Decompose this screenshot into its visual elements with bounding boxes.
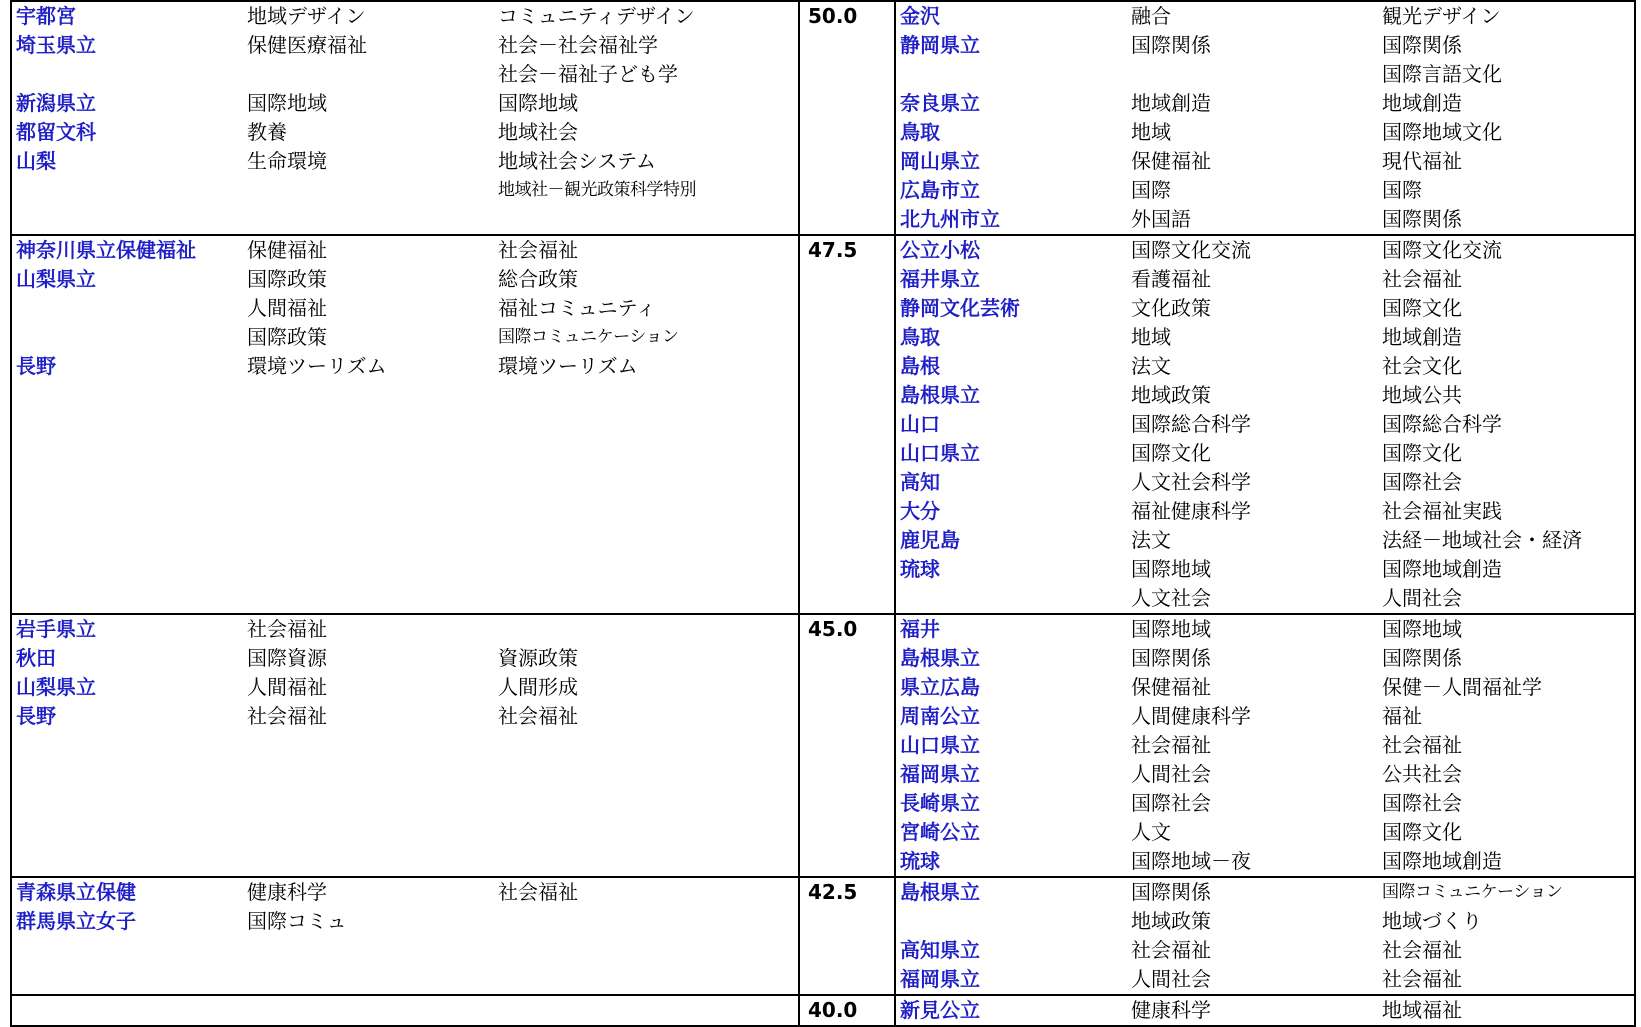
- score-cell: [799, 847, 895, 877]
- right-faculty-cell: 健康科学: [1127, 995, 1378, 1026]
- left-faculty-cell: 生命環境: [247, 149, 327, 173]
- left-faculty-cell: 人間福祉: [247, 675, 327, 699]
- right-department-cell: 地域づくり: [1378, 907, 1635, 936]
- right-department-cell: 社会福祉: [1378, 731, 1635, 760]
- table-row: [11, 584, 1635, 614]
- right-department-cell: 社会福祉実践: [1378, 497, 1635, 526]
- right-university-cell: 高知: [895, 468, 1127, 497]
- left-university-cell: [11, 381, 243, 410]
- score-cell: [799, 381, 895, 410]
- left-faculty-cell: [243, 965, 494, 995]
- right-faculty-cell: 地域政策: [1131, 909, 1211, 933]
- left-department-cell: [494, 381, 799, 410]
- table-row: [11, 731, 1635, 760]
- table-row: [11, 323, 1635, 352]
- table-body: [11, 1, 1635, 1026]
- table-row: [11, 614, 1635, 644]
- table-row: [11, 995, 1635, 1026]
- right-university-cell: 島根県立: [895, 877, 1127, 907]
- table-row: [11, 352, 1635, 381]
- right-faculty-cell: 国際社会: [1131, 791, 1211, 815]
- right-department-cell: 社会福祉: [1378, 265, 1635, 294]
- left-university-cell: [11, 936, 243, 965]
- left-university-cell: [11, 497, 243, 526]
- right-faculty-cell: 人間社会: [1131, 967, 1211, 991]
- right-department-cell: 国際関係: [1378, 644, 1635, 673]
- right-department-cell: 保健－人間福祉学: [1378, 673, 1635, 702]
- left-department-cell: 福祉コミュニティ: [498, 296, 656, 320]
- left-faculty-cell: [243, 205, 494, 235]
- left-faculty-cell: 国際資源: [247, 646, 327, 670]
- score-cell: [799, 31, 895, 60]
- right-university-cell: 宮崎公立: [895, 818, 1127, 847]
- right-university-cell: [895, 60, 1127, 89]
- right-university-cell: 山口県立: [895, 439, 1127, 468]
- left-university-cell: [11, 995, 243, 1026]
- left-department-cell: 資源政策: [498, 646, 578, 670]
- left-university-cell: 岩手県立: [11, 614, 243, 644]
- right-university-cell: 広島市立: [895, 176, 1127, 205]
- left-department-cell: [494, 965, 799, 995]
- right-faculty-cell: 法文: [1131, 528, 1171, 552]
- right-faculty-cell: 国際総合科学: [1131, 412, 1251, 436]
- right-department-cell: 国際文化: [1378, 439, 1635, 468]
- left-university-cell: [11, 176, 243, 205]
- left-university-cell: 宇都宮: [11, 1, 243, 31]
- right-faculty-cell: 国際地域: [1131, 557, 1211, 581]
- score-cell: [799, 760, 895, 789]
- left-department-cell: [494, 526, 799, 555]
- right-department-cell: 国際地域創造: [1378, 847, 1635, 877]
- right-department-cell: 国際社会: [1378, 789, 1635, 818]
- right-department-cell: 社会文化: [1378, 352, 1635, 381]
- right-faculty-cell: 国際地域－夜: [1131, 849, 1251, 873]
- right-university-cell: 鳥取: [895, 323, 1127, 352]
- right-faculty-cell: 看護福祉: [1131, 267, 1211, 291]
- right-university-cell: 長崎県立: [895, 789, 1127, 818]
- right-university-cell: 周南公立: [895, 702, 1127, 731]
- table-row: [11, 89, 1635, 118]
- score-cell: [799, 584, 895, 614]
- right-department-cell: 国際地域文化: [1378, 118, 1635, 147]
- right-faculty-cell: 保健福祉: [1131, 149, 1211, 173]
- left-faculty-cell: 保健医療福祉: [247, 33, 367, 57]
- table-row: [11, 147, 1635, 176]
- right-department-cell: 国際総合科学: [1378, 410, 1635, 439]
- left-department-cell: [494, 410, 799, 439]
- table-row: [11, 847, 1635, 877]
- score-cell: [799, 60, 895, 89]
- left-department-cell: [494, 789, 799, 818]
- right-department-cell: 国際文化: [1378, 294, 1635, 323]
- left-department-cell: 人間形成: [498, 675, 578, 699]
- right-university-cell: 山口県立: [895, 731, 1127, 760]
- table-row: [11, 702, 1635, 731]
- left-department-cell: [494, 936, 799, 965]
- left-faculty-cell: [243, 381, 494, 410]
- right-faculty-cell: 福祉健康科学: [1131, 499, 1251, 523]
- left-department-cell: [494, 468, 799, 497]
- left-department-cell: 国際地域: [498, 91, 578, 115]
- left-faculty-cell: 国際政策: [247, 267, 327, 291]
- left-faculty-cell: [243, 731, 494, 760]
- left-department-cell: 国際コミュニケーション: [498, 327, 679, 347]
- score-cell: [799, 731, 895, 760]
- left-faculty-cell: 国際コミュ: [247, 909, 347, 933]
- right-department-cell: 国際関係: [1378, 31, 1635, 60]
- left-department-cell: [494, 907, 799, 936]
- right-faculty-cell: 文化政策: [1131, 296, 1211, 320]
- score-cell: [799, 526, 895, 555]
- left-faculty-cell: [243, 468, 494, 497]
- left-department-cell: 社会福祉: [494, 877, 799, 907]
- right-department-cell: 福祉: [1378, 702, 1635, 731]
- score-cell: [799, 936, 895, 965]
- left-department-cell: [494, 205, 799, 235]
- score-cell: [799, 410, 895, 439]
- left-university-cell: 新潟県立: [11, 89, 243, 118]
- right-faculty-cell: 地域政策: [1131, 383, 1211, 407]
- left-university-cell: 秋田: [11, 644, 243, 673]
- left-department-cell: [494, 439, 799, 468]
- left-department-cell: 環境ツーリズム: [498, 354, 638, 378]
- left-university-cell: 埼玉県立: [11, 31, 243, 60]
- left-faculty-cell: [243, 995, 494, 1026]
- right-faculty-cell: 社会福祉: [1131, 733, 1211, 757]
- right-university-cell: 福岡県立: [895, 760, 1127, 789]
- left-faculty-cell: [243, 60, 494, 89]
- right-faculty-cell: 国際関係: [1131, 646, 1211, 670]
- score-table-sheet: [10, 0, 1634, 1027]
- score-cell: 42.5: [799, 877, 895, 907]
- right-faculty-cell: 国際関係: [1127, 877, 1378, 907]
- left-department-cell: [494, 818, 799, 847]
- table-row: [11, 410, 1635, 439]
- score-cell: [799, 497, 895, 526]
- right-faculty-cell: [1127, 60, 1378, 89]
- right-faculty-cell: 人文社会: [1131, 586, 1211, 610]
- table-row: [11, 818, 1635, 847]
- left-university-cell: [11, 526, 243, 555]
- right-department-cell: 社会福祉: [1378, 936, 1635, 965]
- score-cell: 50.0: [799, 1, 895, 31]
- table-row: [11, 118, 1635, 147]
- right-department-cell: 地域創造: [1378, 323, 1635, 352]
- right-faculty-cell: 保健福祉: [1131, 675, 1211, 699]
- left-university-cell: [11, 760, 243, 789]
- left-department-cell: [494, 995, 799, 1026]
- left-university-cell: 群馬県立女子: [11, 907, 243, 936]
- right-university-cell: 金沢: [895, 1, 1127, 31]
- left-university-cell: [11, 731, 243, 760]
- score-cell: [799, 439, 895, 468]
- right-university-cell: 高知県立: [895, 936, 1127, 965]
- left-faculty-cell: [243, 584, 494, 614]
- score-cell: [799, 89, 895, 118]
- left-faculty-cell: [243, 789, 494, 818]
- right-university-cell: 島根県立: [895, 381, 1127, 410]
- right-faculty-cell: 地域創造: [1131, 91, 1211, 115]
- score-cell: [799, 352, 895, 381]
- right-university-cell: 静岡文化芸術: [895, 294, 1127, 323]
- left-university-cell: [11, 818, 243, 847]
- right-department-cell: 国際コミュニケーション: [1378, 877, 1635, 907]
- score-cell: [799, 147, 895, 176]
- left-university-cell: [11, 965, 243, 995]
- left-department-cell: コミュニティデザイン: [494, 1, 799, 31]
- right-university-cell: 島根県立: [895, 644, 1127, 673]
- left-faculty-cell: [243, 497, 494, 526]
- left-department-cell: [494, 731, 799, 760]
- left-faculty-cell: 教養: [247, 120, 287, 144]
- table-row: [11, 176, 1635, 205]
- score-cell: [799, 965, 895, 995]
- left-faculty-cell: [243, 818, 494, 847]
- table-row: [11, 31, 1635, 60]
- score-cell: [799, 644, 895, 673]
- left-department-cell: [494, 760, 799, 789]
- left-university-cell: 都留文科: [11, 118, 243, 147]
- left-faculty-cell: [243, 760, 494, 789]
- left-department-cell: [494, 497, 799, 526]
- left-faculty-cell: 地域デザイン: [243, 1, 494, 31]
- right-department-cell: 国際: [1378, 176, 1635, 205]
- table-row: [11, 265, 1635, 294]
- left-university-cell: [11, 294, 243, 323]
- right-university-cell: 新見公立: [895, 995, 1127, 1026]
- left-university-cell: 山梨: [11, 147, 243, 176]
- table-row: [11, 235, 1635, 265]
- right-department-cell: 国際文化: [1378, 818, 1635, 847]
- university-score-table: [10, 0, 1636, 1027]
- right-university-cell: 福岡県立: [895, 965, 1127, 995]
- right-university-cell: 島根: [895, 352, 1127, 381]
- right-department-cell: 国際地域創造: [1378, 555, 1635, 584]
- left-department-cell: 地域社－観光政策科学特別: [498, 180, 696, 200]
- left-faculty-cell: 人間福祉: [247, 296, 327, 320]
- left-faculty-cell: [243, 176, 494, 205]
- left-department-cell: [494, 614, 799, 644]
- right-department-cell: 法経－地域社会・経済: [1378, 526, 1635, 555]
- score-cell: [799, 789, 895, 818]
- right-department-cell: 社会福祉: [1378, 965, 1635, 995]
- right-faculty-cell: 人文: [1131, 820, 1171, 844]
- right-university-cell: 静岡県立: [895, 31, 1127, 60]
- left-university-cell: [11, 410, 243, 439]
- right-department-cell: 地域公共: [1378, 381, 1635, 410]
- left-university-cell: 長野: [11, 702, 243, 731]
- table-row: [11, 907, 1635, 936]
- right-faculty-cell: 国際: [1131, 178, 1171, 202]
- right-faculty-cell: 地域: [1131, 120, 1171, 144]
- right-faculty-cell: 地域: [1131, 325, 1171, 349]
- score-cell: 47.5: [799, 235, 895, 265]
- right-university-cell: [895, 907, 1127, 936]
- right-faculty-cell: 人間社会: [1131, 762, 1211, 786]
- left-department-cell: 地域社会: [498, 120, 578, 144]
- left-faculty-cell: 国際政策: [247, 325, 327, 349]
- right-faculty-cell: 外国語: [1131, 207, 1191, 231]
- left-university-cell: [11, 439, 243, 468]
- table-row: [11, 205, 1635, 235]
- left-faculty-cell: [243, 410, 494, 439]
- left-department-cell: 社会－福祉子ども学: [498, 62, 678, 86]
- right-department-cell: 地域創造: [1378, 89, 1635, 118]
- score-cell: [799, 323, 895, 352]
- right-faculty-cell: 人文社会科学: [1131, 470, 1251, 494]
- score-cell: [799, 818, 895, 847]
- left-faculty-cell: [243, 526, 494, 555]
- score-cell: [799, 176, 895, 205]
- right-department-cell: 現代福祉: [1378, 147, 1635, 176]
- left-university-cell: [11, 789, 243, 818]
- right-university-cell: 山口: [895, 410, 1127, 439]
- left-faculty-cell: [243, 439, 494, 468]
- left-university-cell: 山梨県立: [11, 673, 243, 702]
- left-faculty-cell: 社会福祉: [247, 704, 327, 728]
- right-department-cell: 国際言語文化: [1378, 60, 1635, 89]
- left-department-cell: 社会－社会福祉学: [498, 33, 658, 57]
- left-university-cell: [11, 60, 243, 89]
- left-faculty-cell: 国際地域: [247, 91, 327, 115]
- left-faculty-cell: 社会福祉: [243, 614, 494, 644]
- table-row: [11, 439, 1635, 468]
- left-university-cell: [11, 555, 243, 584]
- left-faculty-cell: [243, 847, 494, 877]
- right-department-cell: 人間社会: [1378, 584, 1635, 614]
- right-faculty-cell: 国際関係: [1131, 33, 1211, 57]
- right-university-cell: 福井県立: [895, 265, 1127, 294]
- table-row: [11, 789, 1635, 818]
- score-cell: 45.0: [799, 614, 895, 644]
- left-department-cell: [494, 555, 799, 584]
- table-row: [11, 877, 1635, 907]
- table-row: [11, 555, 1635, 584]
- left-department-cell: 社会福祉: [494, 235, 799, 265]
- right-faculty-cell: 国際文化交流: [1127, 235, 1378, 265]
- score-cell: [799, 294, 895, 323]
- right-department-cell: 国際関係: [1378, 205, 1635, 235]
- right-department-cell: 観光デザイン: [1378, 1, 1635, 31]
- right-faculty-cell: 法文: [1131, 354, 1171, 378]
- score-cell: 40.0: [799, 995, 895, 1026]
- left-faculty-cell: [243, 555, 494, 584]
- table-row: [11, 381, 1635, 410]
- table-row: [11, 294, 1635, 323]
- right-faculty-cell: 融合: [1127, 1, 1378, 31]
- left-department-cell: 総合政策: [498, 267, 578, 291]
- right-university-cell: 県立広島: [895, 673, 1127, 702]
- right-university-cell: 鳥取: [895, 118, 1127, 147]
- left-university-cell: 神奈川県立保健福祉: [11, 235, 243, 265]
- left-university-cell: [11, 468, 243, 497]
- right-university-cell: 岡山県立: [895, 147, 1127, 176]
- score-cell: [799, 205, 895, 235]
- right-department-cell: 公共社会: [1378, 760, 1635, 789]
- table-row: [11, 936, 1635, 965]
- right-faculty-cell: 国際文化: [1131, 441, 1211, 465]
- right-university-cell: 琉球: [895, 555, 1127, 584]
- right-university-cell: 公立小松: [895, 235, 1127, 265]
- left-department-cell: [494, 584, 799, 614]
- right-faculty-cell: 社会福祉: [1131, 938, 1211, 962]
- score-cell: [799, 907, 895, 936]
- table-row: [11, 644, 1635, 673]
- left-faculty-cell: 保健福祉: [243, 235, 494, 265]
- right-university-cell: 大分: [895, 497, 1127, 526]
- table-row: [11, 673, 1635, 702]
- left-faculty-cell: [243, 936, 494, 965]
- right-university-cell: 福井: [895, 614, 1127, 644]
- left-university-cell: [11, 205, 243, 235]
- right-faculty-cell: 国際地域: [1127, 614, 1378, 644]
- table-row: [11, 468, 1635, 497]
- score-cell: [799, 555, 895, 584]
- left-university-cell: 山梨県立: [11, 265, 243, 294]
- left-university-cell: [11, 323, 243, 352]
- right-university-cell: 琉球: [895, 847, 1127, 877]
- score-cell: [799, 265, 895, 294]
- left-faculty-cell: 健康科学: [243, 877, 494, 907]
- left-university-cell: [11, 584, 243, 614]
- score-cell: [799, 673, 895, 702]
- table-row: [11, 965, 1635, 995]
- right-university-cell: 鹿児島: [895, 526, 1127, 555]
- score-cell: [799, 702, 895, 731]
- right-department-cell: 国際社会: [1378, 468, 1635, 497]
- table-row: [11, 497, 1635, 526]
- table-row: [11, 526, 1635, 555]
- left-university-cell: [11, 847, 243, 877]
- left-university-cell: 青森県立保健: [11, 877, 243, 907]
- right-department-cell: 国際地域: [1378, 614, 1635, 644]
- table-row: [11, 60, 1635, 89]
- right-university-cell: 奈良県立: [895, 89, 1127, 118]
- score-cell: [799, 118, 895, 147]
- right-department-cell: 国際文化交流: [1378, 235, 1635, 265]
- score-cell: [799, 468, 895, 497]
- right-university-cell: 北九州市立: [895, 205, 1127, 235]
- right-faculty-cell: 人間健康科学: [1131, 704, 1251, 728]
- right-department-cell: 地域福祉: [1378, 995, 1635, 1026]
- table-row: [11, 760, 1635, 789]
- left-department-cell: 地域社会システム: [498, 149, 656, 173]
- left-department-cell: [494, 847, 799, 877]
- left-faculty-cell: 環境ツーリズム: [247, 354, 387, 378]
- right-university-cell: [895, 584, 1127, 614]
- left-university-cell: 長野: [11, 352, 243, 381]
- left-department-cell: 社会福祉: [498, 704, 578, 728]
- table-row: [11, 1, 1635, 31]
